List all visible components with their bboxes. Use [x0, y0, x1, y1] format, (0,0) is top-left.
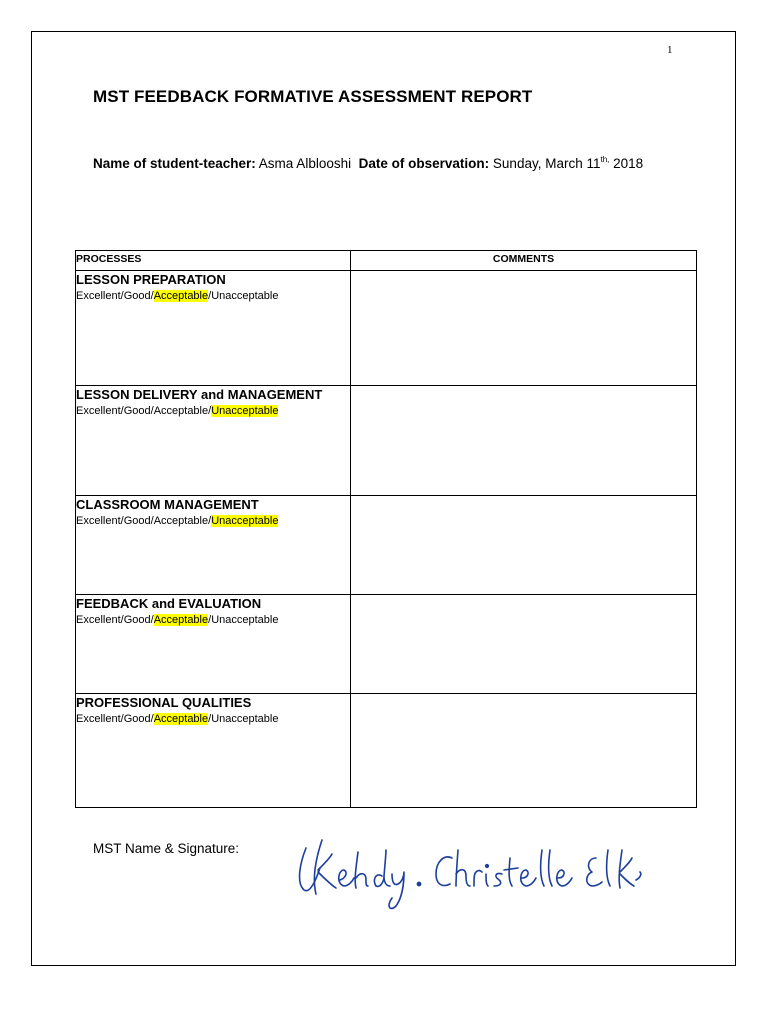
process-cell — [76, 386, 351, 496]
table-row — [76, 694, 697, 808]
student-info-line — [93, 155, 643, 171]
table-row — [76, 496, 697, 595]
observation-date-label: Date of observation: — [358, 156, 490, 171]
assessment-table — [75, 250, 697, 808]
process-name: FEEDBACK and EVALUATION — [76, 596, 262, 611]
report-title: MST FEEDBACK FORMATIVE ASSESSMENT REPORT — [93, 87, 533, 106]
rating-option: Excellent — [76, 713, 121, 725]
table-row — [76, 595, 697, 694]
rating-options: Excellent/Good/Acceptable/Unacceptable — [76, 515, 279, 527]
selected-rating: Acceptable — [153, 290, 209, 302]
process-name: LESSON PREPARATION — [76, 272, 226, 287]
selected-rating: Acceptable — [153, 713, 209, 725]
rating-option: Good — [123, 405, 151, 417]
process-cell — [76, 694, 351, 808]
student-name-value: Asma Alblooshi — [258, 156, 352, 171]
process-cell — [76, 271, 351, 386]
rating-option: Acceptable — [153, 405, 209, 417]
table-row — [76, 386, 697, 496]
rating-option: Good — [123, 614, 151, 626]
rating-option: Excellent — [76, 405, 121, 417]
rating-option: Unacceptable — [211, 614, 279, 626]
rating-option: Excellent — [76, 290, 121, 302]
rating-option: Unacceptable — [211, 713, 279, 725]
observation-date-value: Sunday, March $11^{th,}$ 2018 — [492, 155, 644, 171]
rating-options: Excellent/Good/Acceptable/Unacceptable — [76, 713, 279, 725]
process-name: LESSON DELIVERY and MANAGEMENT — [76, 387, 323, 402]
processes-header: PROCESSES — [76, 251, 351, 271]
rating-option: Good — [123, 713, 151, 725]
comment-cell — [351, 595, 697, 694]
table-row — [76, 271, 697, 386]
rating-option: Excellent — [76, 515, 121, 527]
rating-option: Acceptable — [153, 515, 209, 527]
signature-label: MST Name & Signature: — [93, 841, 240, 856]
process-name: PROFESSIONAL QUALITIES — [76, 695, 252, 710]
selected-rating: Unacceptable — [211, 515, 279, 527]
process-cell — [76, 595, 351, 694]
rating-options: Excellent/Good/Acceptable/Unacceptable — [76, 614, 279, 626]
rating-option: Good — [123, 290, 151, 302]
comment-cell — [351, 386, 697, 496]
comment-cell — [351, 694, 697, 808]
table-header-row — [76, 251, 697, 271]
rating-options: Excellent/Good/Acceptable/Unacceptable — [76, 290, 279, 302]
selected-rating: Acceptable — [153, 614, 209, 626]
rating-option: Excellent — [76, 614, 121, 626]
page-number: 1 — [667, 44, 673, 56]
comment-cell — [351, 271, 697, 386]
comment-cell — [351, 496, 697, 595]
rating-option: Good — [123, 515, 151, 527]
handwritten-signature — [290, 828, 646, 918]
student-name-label: Name of student-teacher: — [93, 156, 256, 171]
rating-option: Unacceptable — [211, 290, 279, 302]
process-name: CLASSROOM MANAGEMENT — [76, 497, 259, 512]
selected-rating: Unacceptable — [211, 405, 279, 417]
process-cell — [76, 496, 351, 595]
rating-options: Excellent/Good/Acceptable/Unacceptable — [76, 405, 279, 417]
comments-header: COMMENTS — [351, 251, 697, 271]
